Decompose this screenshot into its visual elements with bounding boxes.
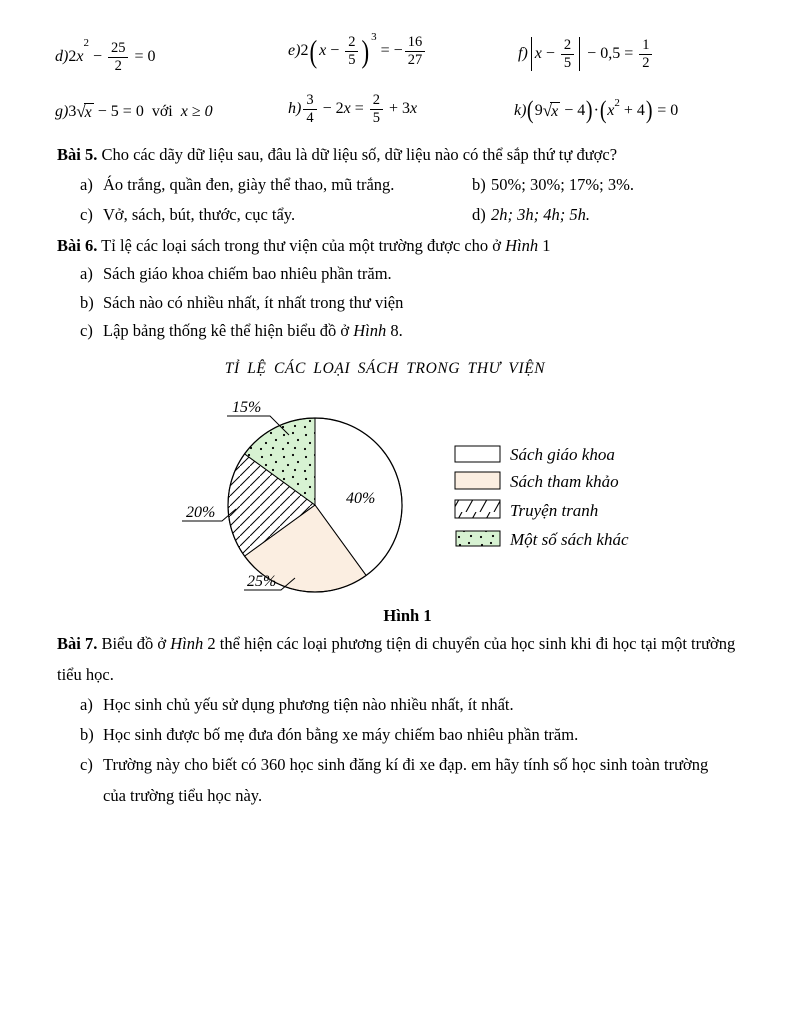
- bai7-item-c: c) Trường này cho biết có 360 học sinh đăng kí đi xe đạp. em hãy tính số học sinh toàn trường: [80, 755, 709, 774]
- legend-swatch-mot-so-sach-khac: [456, 531, 500, 546]
- fraction: $\frac{2}{5}$: [370, 92, 383, 126]
- bai5-item-b: b) 50%; 30%; 17%; 3%.: [472, 175, 634, 194]
- legend-swatch-truyen-tranh: [455, 500, 500, 518]
- bai5-item-c: c) Vở, sách, bút, thước, cục tẩy.: [80, 205, 296, 224]
- bai7-heading: Bài 7. Biểu đồ ở Hình 2 thể hiện các loại phương tiện di chuyển của học sinh khi đi học tại một trường: [57, 634, 736, 653]
- slice-label-20: 20%: [186, 504, 216, 521]
- open-paren: (: [527, 97, 534, 124]
- fraction: 3 4: [303, 92, 316, 126]
- bai6-heading: Bài 6. Tỉ lệ các loại sách trong thư viện của một trường được cho ở Hình 1: [57, 236, 551, 255]
- chart-title: TỈ LỆ CÁC LOẠI SÁCH TRONG THƯ VIỆN: [224, 360, 546, 377]
- pie-chart-figure: [170, 386, 730, 619]
- legend-label-sach-tham-khao: Sách tham khảo: [510, 472, 619, 491]
- bai5-label: Bài 5.: [57, 145, 98, 164]
- open-paren: (: [599, 97, 607, 124]
- slice-label-25: 25%: [247, 573, 277, 590]
- equation-d: d) 2 x 2 − $\frac{25}{2}$ = 0: [55, 37, 156, 74]
- radical-sign: √: [542, 101, 553, 121]
- legend-label-mot-so-sach-khac: Một số sách khác: [510, 530, 629, 549]
- legend-swatch-sach-giao-khoa: [455, 446, 500, 462]
- close-paren: ): [586, 97, 593, 124]
- bai5-heading: [57, 145, 617, 165]
- open-paren: (: [309, 32, 318, 69]
- legend-label-truyen-tranh: Truyện tranh: [510, 501, 599, 520]
- equation-k: k) ( 9 √ x − 4 ) · ( x 2 + 4 ) = 0: [514, 97, 679, 124]
- figure-reference: Hình: [353, 321, 387, 340]
- fraction: $\frac{1}{2}$: [639, 37, 652, 71]
- bai7-item-c-line2: của trường tiểu học này.: [103, 786, 263, 805]
- bai5-item-a: a) Áo trắng, quần đen, giày thể thao, mũ trắng.: [80, 175, 395, 194]
- slice-label-15: 15%: [232, 399, 262, 416]
- bai6-intro: Tỉ lệ các loại sách trong thư viện của một trường được cho ở: [101, 236, 502, 255]
- figure-caption: Hình 1: [383, 606, 432, 625]
- bai6-label: Bài 6.: [57, 236, 98, 255]
- legend-label-sach-giao-khoa: Sách giáo khoa: [510, 445, 615, 464]
- bai6-item-a: a) Sách giáo khoa chiếm bao nhiêu phần trăm.: [80, 264, 392, 283]
- close-paren: ): [645, 97, 653, 124]
- equation-e: e) 2 ( x − $\frac{2}{5}$ ) 3 = − $\frac{16}{27}$: [288, 34, 427, 68]
- bai7-item-b: b) Học sinh được bố mẹ đưa đón bằng xe máy chiếm bao nhiêu phần trăm.: [80, 725, 579, 744]
- bai7-item-a: a) Học sinh chủ yếu sử dụng phương tiện nào nhiều nhất, ít nhất.: [80, 695, 514, 714]
- equation-h: h) 3 4 − 2 x = $\frac{2}{5}$ + 3 x: [288, 92, 418, 126]
- equation-f: f) x − $\frac{2}{5}$ − 0,5 = $\frac{1}{2}$: [518, 37, 654, 71]
- bai5-item-d: d) 2h; 3h; 4h; 5h.: [472, 205, 590, 224]
- slice-label-40: 40%: [346, 490, 376, 507]
- bai6-item-b: b) Sách nào có nhiều nhất, ít nhất trong thư viện: [80, 293, 404, 312]
- legend-swatch-sach-tham-khao: [455, 472, 500, 489]
- bai5-intro: Cho các dãy dữ liệu sau, đâu là dữ liệu số, dữ liệu nào có thể sắp thứ tự được?: [101, 145, 618, 164]
- bai6-item-c: c) Lập bảng thống kê thể hiện biểu đồ ở Hình 8.: [80, 321, 403, 340]
- fraction: $\frac{25}{2}$: [108, 40, 129, 74]
- bai7-heading-line2: tiểu học.: [57, 665, 114, 684]
- figure-reference: Hình: [170, 634, 204, 653]
- equation-g: g) 3 √ x − 5 = 0 với x ≥ 0: [55, 102, 213, 121]
- radical-sign: √: [76, 102, 86, 121]
- figure-reference: Hình: [505, 236, 539, 255]
- fraction: $\frac{16}{27}$: [405, 34, 426, 68]
- absolute-value: x − $\frac{2}{5}$: [531, 37, 580, 71]
- bai7-label: Bài 7.: [57, 634, 98, 653]
- fraction: $\frac{2}{5}$: [345, 34, 358, 68]
- fraction: $\frac{2}{5}$: [561, 37, 574, 71]
- pie-chart-svg: [170, 386, 730, 614]
- close-paren: ): [361, 32, 370, 69]
